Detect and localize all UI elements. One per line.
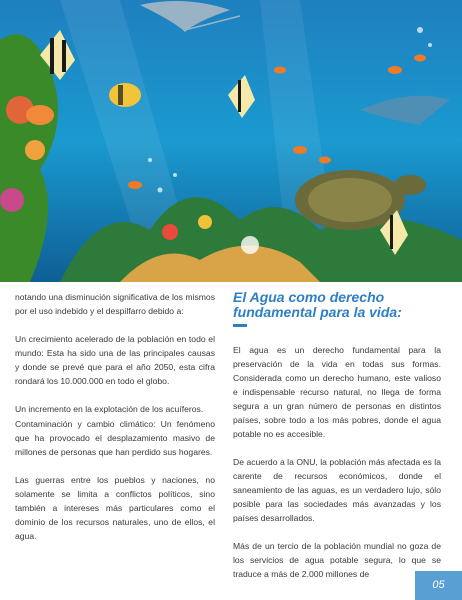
paragraph: Un crecimiento acelerado de la población en todo el mundo: Esta ha sido una de las principales causas y donde se prevé que para el año 2050, esta cifra rondará los 10.000.000 en todo el globo. bbox=[15, 334, 215, 386]
butterfly-fish bbox=[109, 83, 141, 107]
paragraph: El agua es un derecho fundamental para la preservación de la vida en todas sus formas. Considerada como un derecho humano, este valioso e indispensable recurso natural, no llega de forma segura a un gran número de personas en distintos países, sobre todo a los más pobres, donde el agua potable no es accesible. bbox=[233, 345, 441, 439]
paragraph: Las guerras entre los pueblos y naciones, no solamente se limita a conflictos políticos, sino también a intereses más particulares como el dominio de los recursos naturales, uno de ellos, el agua. bbox=[15, 475, 215, 541]
coral-reef-scene bbox=[0, 0, 462, 282]
paragraph: Un incremento en la explotación de los acuíferos. bbox=[15, 404, 204, 414]
page-number: 05 bbox=[415, 571, 462, 600]
section-heading bbox=[233, 290, 441, 320]
heading-line-1: El Agua como derecho bbox=[233, 289, 385, 305]
paragraph: notando una disminución significativa de los mismos por el uso indebido y el despilfarro debido a: bbox=[15, 292, 215, 316]
right-column bbox=[233, 290, 441, 595]
paragraph: Contaminación y cambio climático: Un fenómeno que ha provocado el desplazamiento masivo de millones de personas que han perdido sus hogares. bbox=[15, 419, 215, 457]
underwater-illustration bbox=[0, 0, 462, 282]
paragraph: De acuerdo a la ONU, la población más afectada es la carente de recursos económicos, donde el saneamiento de las aguas, es un verdadero lujo, sólo posible para las sociedades más avanzadas y los países desarrollados. bbox=[233, 457, 441, 523]
left-column bbox=[15, 290, 215, 557]
heading-underline bbox=[233, 324, 247, 327]
heading-line-2: fundamental para la vida: bbox=[233, 304, 402, 320]
paragraph: Más de un tercio de la población mundial no goza de los servicios de agua potable segura, lo que se traduce a más de 2.000 millones de bbox=[233, 541, 441, 579]
